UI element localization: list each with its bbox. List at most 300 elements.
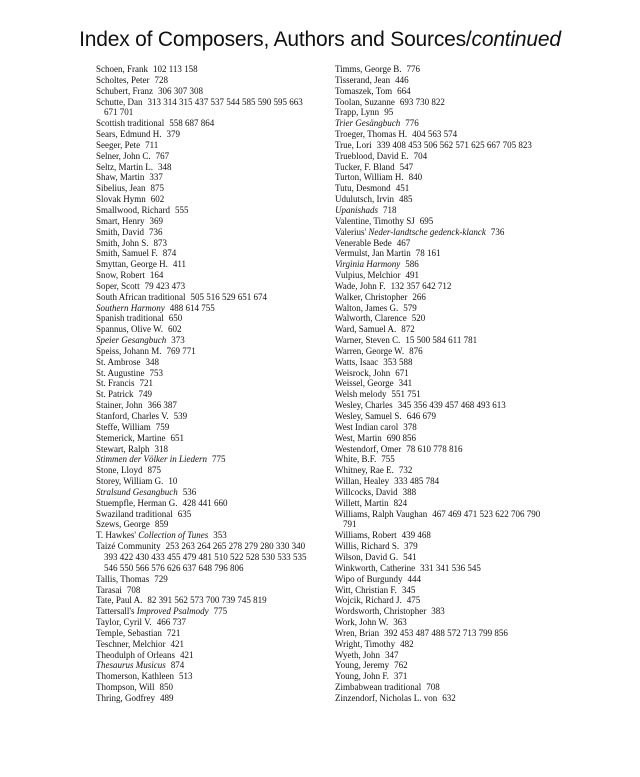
entry-hymn-numbers: 331 341 536 545 (420, 562, 481, 573)
index-entry (335, 671, 550, 682)
entry-hymn-numbers: 824 (393, 497, 408, 508)
entry-hymn-numbers: 475 (406, 595, 421, 606)
entry-name: Taizé Community (96, 541, 161, 552)
entry-hymn-numbers: 444 (407, 573, 421, 584)
entry-name: Stemerick, Martine (96, 432, 166, 443)
entry-name: Upanishads (335, 204, 379, 215)
index-entry (335, 530, 550, 541)
entry-name: Watts, Isaac (335, 356, 379, 367)
entry-name: Wren, Brian (335, 627, 380, 638)
entry-hymn-numbers: 318 (154, 443, 168, 454)
entry-hymn-numbers: 392 453 487 488 572 713 799 856 (384, 627, 508, 638)
entry-hymn-numbers: 632 (442, 692, 456, 703)
index-entry (335, 509, 550, 531)
entry-hymn-numbers: 132 357 642 712 (390, 280, 452, 291)
index-entry (96, 628, 318, 639)
index-entry (96, 595, 318, 606)
index-entry (335, 324, 550, 335)
entry-name: Udulutsch, Irvin (335, 194, 394, 205)
entry-hymn-numbers: 775 (213, 606, 228, 617)
entry-name: Tucker, F. Bland (335, 161, 395, 172)
entry-name: Whitney, Rae E. (335, 465, 394, 476)
entry-name: Smith, David (96, 226, 145, 237)
index-entry (335, 433, 550, 444)
entry-name: Steffe, William (96, 421, 151, 432)
entry-hymn-numbers: 547 (399, 161, 414, 172)
index-entry (335, 498, 550, 509)
entry-hymn-numbers: 404 563 574 (412, 129, 458, 140)
entry-hymn-numbers: 513 (178, 671, 193, 682)
index-entry (96, 248, 318, 259)
entry-hymn-numbers: 333 485 784 (394, 476, 440, 487)
index-entry (96, 574, 318, 585)
entry-hymn-numbers: 378 (403, 421, 417, 432)
index-entry (335, 682, 550, 693)
entry-hymn-numbers: 369 (149, 215, 163, 226)
index-entry (335, 205, 550, 216)
index-entry (96, 639, 318, 650)
entry-hymn-numbers: 767 (155, 150, 170, 161)
entry-hymn-numbers: 541 (403, 551, 417, 562)
index-entry (96, 292, 318, 303)
entry-hymn-numbers: 728 (154, 74, 168, 85)
entry-name: Williams, Robert (335, 530, 397, 541)
entry-name: Weissel, George (335, 378, 394, 389)
entry-hymn-numbers: 15 500 584 611 781 (405, 335, 478, 346)
index-entry (335, 129, 550, 140)
index-entry (96, 509, 318, 520)
entry-name: Stone, Lloyd (96, 465, 143, 476)
entry-hymn-numbers: 708 (426, 682, 440, 693)
index-entry (96, 454, 318, 465)
entry-hymn-numbers: 776 (405, 118, 419, 129)
entry-hymn-numbers: 520 (411, 313, 426, 324)
entry-source-title: Collection of Tunes (138, 530, 209, 541)
entry-hymn-numbers: 348 (145, 356, 160, 367)
entry-hymn-numbers: 313 314 315 437 537 544 585 590 595 663 671 701 (104, 96, 303, 118)
entry-name: Tomaszek, Tom (335, 85, 393, 96)
entry-hymn-numbers: 850 (159, 682, 173, 693)
entry-hymn-numbers: 78 610 778 816 (406, 443, 463, 454)
entry-name: Winkworth, Catherine (335, 562, 416, 573)
index-entry (335, 346, 550, 357)
index-entry (335, 238, 550, 249)
entry-name: Taylor, Cyril V. (96, 617, 152, 628)
index-entry (96, 400, 318, 411)
entry-name: Wesley, Charles (335, 400, 393, 411)
entry-hymn-numbers: 876 (409, 345, 423, 356)
entry-name: Westendorf, Omer (335, 443, 402, 454)
entry-hymn-numbers: 551 751 (391, 389, 421, 400)
entry-name: Swaziland traditional (96, 508, 173, 519)
index-entry (335, 97, 550, 108)
entry-name: Willcocks, David (335, 486, 398, 497)
entry-name: Schoen, Frank (96, 64, 148, 74)
entry-hymn-numbers: 78 161 (415, 248, 441, 259)
index-entry (335, 378, 550, 389)
index-entry (335, 357, 550, 368)
index-entry (335, 454, 550, 465)
index-entry (96, 86, 318, 97)
index-entry (335, 281, 550, 292)
entry-name: Slovak Hymn (96, 194, 146, 205)
entry-name: Storey, William G. (96, 476, 164, 487)
index-entry (96, 303, 318, 314)
entry-name: Warren, George W. (335, 345, 405, 356)
entry-hymn-numbers: 736 (149, 226, 163, 237)
entry-name: Snow, Robert (96, 270, 145, 281)
entry-hymn-numbers: 708 (126, 584, 141, 595)
entry-hymn-numbers: 539 (173, 411, 188, 421)
entry-name: Seltz, Martin L. (96, 161, 153, 172)
entry-hymn-numbers: 379 (404, 541, 418, 552)
index-entry (96, 660, 318, 671)
entry-name: Smallwood, Richard (96, 204, 170, 215)
entry-name: Thesaurus Musicus (96, 660, 166, 671)
index-entry (335, 389, 550, 400)
index-entry (96, 530, 318, 541)
entry-name: Trier Gesängbuch (335, 118, 401, 129)
entry-hymn-numbers: 690 856 (386, 432, 417, 443)
index-entry (335, 400, 550, 411)
entry-hymn-numbers: 421 (179, 649, 194, 660)
entry-name: Young, John F. (335, 671, 389, 682)
entry-name: Tisserand, Jean (335, 74, 391, 85)
entry-name: Walker, Christopher (335, 291, 408, 302)
index-entry (335, 411, 550, 422)
entry-hymn-numbers: 428 441 660 (182, 497, 228, 508)
entry-hymn-numbers: 664 (397, 85, 411, 96)
index-entry (335, 140, 550, 151)
entry-hymn-numbers: 732 (398, 465, 413, 476)
index-entry (96, 693, 318, 704)
entry-name: Thomerson, Kathleen (96, 671, 174, 682)
entry-name: Smyttan, George H. (96, 259, 168, 270)
entry-name: Smart, Henry (96, 215, 145, 226)
entry-name: Weisrock, John (335, 367, 391, 378)
entry-hymn-numbers: 467 469 471 523 622 706 790 791 (343, 508, 541, 530)
entry-hymn-numbers: 353 (213, 530, 227, 541)
entry-hymn-numbers: 388 (402, 486, 417, 497)
index-entry (96, 205, 318, 216)
index-entry (96, 64, 318, 75)
index-column-right (335, 64, 550, 704)
index-entry (335, 617, 550, 628)
entry-name: Stewart, Ralph (96, 443, 150, 454)
entry-name: Welsh melody (335, 389, 387, 400)
entry-hymn-numbers: 874 (170, 660, 185, 671)
entry-name: Wilson, David G. (335, 551, 399, 562)
index-entry (96, 433, 318, 444)
entry-hymn-numbers: 79 423 473 (144, 280, 186, 291)
entry-name: Smith, John S. (96, 237, 149, 248)
entry-source-title: Improved Psalmody (136, 606, 209, 617)
index-entry (96, 335, 318, 346)
entry-hymn-numbers: 383 (431, 606, 445, 617)
entry-hymn-numbers: 755 (381, 454, 395, 465)
entry-name: Szews, George (96, 519, 150, 530)
entry-hymn-numbers: 339 408 453 506 562 571 625 667 705 823 (376, 139, 532, 150)
entry-hymn-numbers: 489 (159, 692, 174, 703)
index-entry (335, 172, 550, 183)
entry-hymn-numbers: 875 (147, 465, 161, 476)
entry-hymn-numbers: 695 (419, 215, 434, 226)
index-entry (96, 476, 318, 487)
entry-hymn-numbers: 347 (384, 649, 399, 660)
entry-hymn-numbers: 769 771 (166, 345, 196, 356)
entry-hymn-numbers: 345 356 439 457 468 493 613 (397, 400, 506, 411)
index-entry (335, 86, 550, 97)
entry-hymn-numbers: 558 687 864 (169, 118, 215, 129)
entry-hymn-numbers: 775 (211, 454, 226, 465)
index-entry (96, 585, 318, 596)
index-entry (335, 606, 550, 617)
index-entry (96, 324, 318, 335)
entry-name: Shaw, Martin (96, 172, 145, 183)
entry-hymn-numbers: 873 (153, 237, 168, 248)
entry-hymn-numbers: 337 (149, 172, 163, 183)
index-entry (335, 563, 550, 574)
entry-name: Trapp, Lynn (335, 107, 380, 118)
entry-hymn-numbers: 650 (168, 313, 183, 324)
entry-hymn-numbers: 466 737 (156, 617, 186, 628)
entry-name: Tate, Paul A. (96, 595, 143, 606)
entry-hymn-numbers: 451 (395, 183, 410, 194)
index-entry (335, 227, 550, 238)
index-entry (335, 303, 550, 314)
entry-name: Wyeth, John (335, 649, 380, 660)
entry-source-title: Neder-landtsche gedenck-klanck (368, 226, 486, 237)
index-entry (335, 118, 550, 129)
entry-hymn-numbers: 482 (400, 638, 414, 649)
entry-hymn-numbers: 491 (405, 270, 419, 281)
entry-name: Wojcik, Richard J. (335, 595, 402, 606)
index-entry (335, 465, 550, 476)
index-entry (335, 628, 550, 639)
entry-hymn-numbers: 721 (139, 378, 154, 389)
entry-name: West, Martin (335, 432, 382, 443)
entry-name: St. Ambrose (96, 356, 141, 367)
entry-name: Thring, Godfrey (96, 692, 155, 703)
index-entry (96, 617, 318, 628)
index-entry (96, 129, 318, 140)
entry-hymn-numbers: 718 (383, 204, 397, 215)
index-entry (335, 270, 550, 281)
entry-name: Zimbabwean traditional (335, 682, 422, 693)
entry-hymn-numbers: 505 516 529 651 674 (190, 291, 267, 302)
entry-name: Troeger, Thomas H. (335, 129, 408, 140)
index-entry (96, 682, 318, 693)
entry-hymn-numbers: 859 (154, 519, 169, 530)
entry-hymn-numbers: 353 588 (383, 356, 413, 367)
entry-name: Young, Jeremy (335, 660, 390, 671)
entry-hymn-numbers: 704 (413, 150, 428, 161)
index-entry (96, 151, 318, 162)
entry-name: Williams, Ralph Vaughan (335, 508, 428, 519)
index-entry (96, 378, 318, 389)
entry-name: Wright, Timothy (335, 638, 396, 649)
entry-name: St. Francis (96, 378, 135, 389)
entry-hymn-numbers: 341 (398, 378, 413, 389)
entry-name: South African traditional (96, 291, 186, 302)
index-entry (335, 107, 550, 118)
index-entry (96, 465, 318, 476)
entry-name: Walton, James G. (335, 302, 399, 313)
entry-name: Sibelius, Jean (96, 183, 146, 194)
index-entry (96, 487, 318, 498)
entry-name: Wipo of Burgundy (335, 573, 403, 584)
entry-name: Sears, Edmund H. (96, 129, 162, 140)
index-entry (335, 574, 550, 585)
index-entry (335, 595, 550, 606)
index-entry (335, 335, 550, 346)
index-entry (335, 693, 550, 704)
entry-hymn-numbers: 10 (168, 476, 178, 487)
index-entry (96, 183, 318, 194)
entry-hymn-numbers: 840 (408, 172, 423, 183)
entry-name: West Indian carol (335, 421, 399, 432)
entry-name: Theodulph of Orleans (96, 649, 175, 660)
entry-name: Valerius' (335, 226, 369, 237)
index-entry (335, 162, 550, 173)
index-entry (96, 422, 318, 433)
entry-hymn-numbers: 646 679 (406, 411, 436, 421)
index-entry (96, 172, 318, 183)
index-entry (96, 281, 318, 292)
entry-name: Teschner, Melchior (96, 638, 166, 649)
entry-name: White, B.F. (335, 454, 377, 465)
entry-name: Walworth, Clarence (335, 313, 407, 324)
index-entry (335, 660, 550, 671)
index-entry (335, 259, 550, 270)
entry-hymn-numbers: 671 (395, 367, 409, 378)
entry-name: St. Augustine (96, 367, 145, 378)
entry-hymn-numbers: 467 (396, 237, 411, 248)
entry-hymn-numbers: 721 (166, 627, 181, 638)
entry-name: Tattersall's (96, 606, 137, 617)
index-entry (96, 313, 318, 324)
index-entry (335, 487, 550, 498)
entry-hymn-numbers: 266 (412, 291, 426, 302)
entry-name: Tutu, Desmond (335, 183, 391, 194)
entry-hymn-numbers: 253 263 264 265 278 279 280 330 340 393 422 430 433 455 479 481 510 522 528 530 533 535 546 550 566 576 626 637 648 796 806 (104, 541, 307, 573)
entry-name: Stanford, Charles V. (96, 411, 169, 421)
entry-name: Vermulst, Jan Martin (335, 248, 411, 259)
entry-hymn-numbers: 579 (403, 302, 417, 313)
entry-hymn-numbers: 586 (405, 259, 419, 270)
index-entry (96, 346, 318, 357)
index-entry (335, 64, 550, 75)
entry-hymn-numbers: 488 614 755 (169, 302, 215, 313)
entry-hymn-numbers: 693 730 822 (399, 96, 445, 107)
index-entry (335, 313, 550, 324)
index-entry (335, 422, 550, 433)
entry-name: Selner, John C. (96, 150, 151, 161)
entry-name: Wade, John F. (335, 280, 386, 291)
entry-name: True, Lori (335, 139, 372, 150)
entry-hymn-numbers: 363 (393, 617, 407, 628)
entry-name: Virginia Harmony (335, 259, 401, 270)
entry-hymn-numbers: 421 (170, 638, 184, 649)
index-column-left (96, 64, 318, 704)
entry-hymn-numbers: 736 (490, 226, 505, 237)
entry-name: Vulpius, Melchior (335, 270, 401, 281)
entry-name: Schutte, Dan (96, 96, 143, 107)
entry-hymn-numbers: 776 (406, 64, 421, 74)
index-entry (335, 248, 550, 259)
entry-name: Seeger, Pete (96, 139, 141, 150)
index-entry (96, 216, 318, 227)
index-entry (335, 650, 550, 661)
index-entry (96, 194, 318, 205)
entry-hymn-numbers: 875 (150, 183, 164, 194)
index-entry (96, 606, 318, 617)
index-entry (335, 216, 550, 227)
entry-name: Work, John W. (335, 617, 389, 628)
index-entry (335, 183, 550, 194)
entry-name: Timms, George B. (335, 64, 402, 74)
index-entry (96, 162, 318, 173)
index-entry (335, 151, 550, 162)
index-entry (96, 259, 318, 270)
entry-name: Southern Harmony (96, 302, 165, 313)
entry-name: Valentine, Timothy SJ (335, 215, 415, 226)
entry-hymn-numbers: 762 (394, 660, 408, 671)
entry-name: Willett, Martin (335, 497, 389, 508)
index-entry (335, 585, 550, 596)
entry-hymn-numbers: 446 (395, 74, 409, 85)
entry-hymn-numbers: 536 (182, 486, 197, 497)
entry-hymn-numbers: 348 (158, 161, 172, 172)
entry-hymn-numbers: 411 (172, 259, 186, 270)
index-entry (96, 498, 318, 509)
entry-hymn-numbers: 379 (166, 129, 180, 140)
entry-hymn-numbers: 366 387 (147, 400, 177, 411)
entry-name: Stimmen der Völker in Liedern (96, 454, 207, 465)
entry-hymn-numbers: 95 (384, 107, 394, 118)
entry-hymn-numbers: 306 307 308 (157, 85, 203, 96)
entry-hymn-numbers: 602 (168, 324, 182, 335)
entry-name: Scottish traditional (96, 118, 165, 129)
entry-name: Temple, Sebastian (96, 627, 162, 638)
index-entry (96, 368, 318, 379)
entry-name: Schubert, Franz (96, 85, 153, 96)
page-title-main: Index of Composers, Authors and Sources/ (79, 28, 472, 51)
entry-hymn-numbers: 753 (149, 367, 164, 378)
entry-hymn-numbers: 602 (150, 194, 165, 205)
entry-hymn-numbers: 872 (401, 324, 415, 335)
entry-name: Speier Gesangbuch (96, 335, 167, 346)
page-title-continued: continued (471, 28, 561, 51)
entry-name: Thompson, Will (96, 682, 155, 693)
entry-name: Speiss, Johann M. (96, 345, 162, 356)
index-entry (335, 552, 550, 563)
entry-name: Willan, Healey (335, 476, 390, 487)
entry-hymn-numbers: 635 (177, 508, 192, 519)
index-entry (335, 476, 550, 487)
entry-name: Turton, William H. (335, 172, 404, 183)
entry-name: Scholtes, Peter (96, 74, 150, 85)
entry-name: Stainer, John (96, 400, 143, 411)
entry-name: Tarasai (96, 584, 122, 595)
entry-hymn-numbers: 729 (154, 573, 168, 584)
entry-hymn-numbers: 82 391 562 573 700 739 745 819 (147, 595, 267, 606)
index-entry (96, 541, 318, 574)
index-entry (96, 671, 318, 682)
entry-hymn-numbers: 874 (162, 248, 177, 259)
entry-name: Witt, Christian F. (335, 584, 397, 595)
index-entry (96, 227, 318, 238)
